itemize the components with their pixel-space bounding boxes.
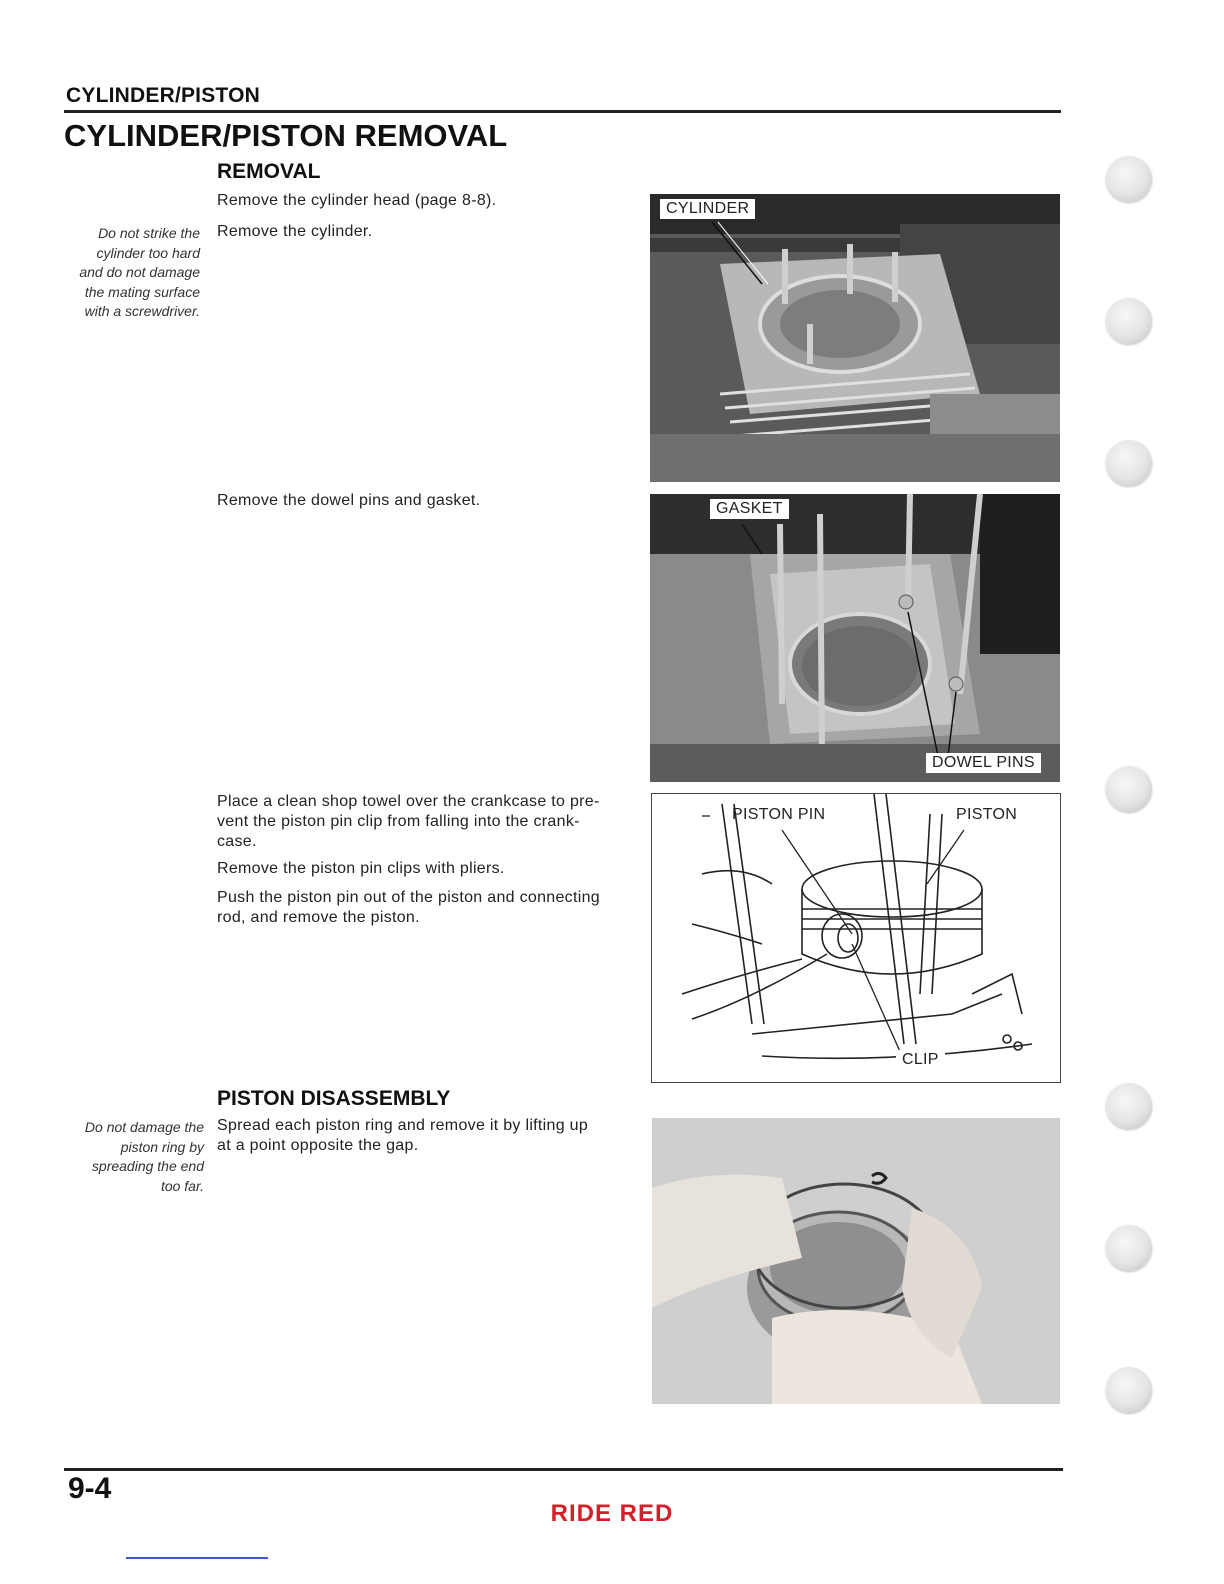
cylinder-photo-illustration [650, 194, 1060, 482]
binder-hole [1106, 298, 1152, 344]
step-remove-clips: Remove the piston pin clips with pliers. [217, 860, 505, 877]
figure-piston-pin-drawing [651, 793, 1061, 1083]
piston-ring-photo-illustration [652, 1118, 1060, 1404]
note-cylinder-line: the mating surface [84, 283, 200, 300]
label-clip: CLIP [896, 1050, 945, 1070]
removal-heading: REMOVAL [217, 160, 321, 183]
binder-hole [1106, 156, 1152, 202]
note-piston-ring-line: Do not damage the [84, 1119, 204, 1135]
note-cylinder-line: Do not strike the [98, 225, 200, 241]
binder-hole [1106, 1225, 1152, 1271]
disassembly-heading: PISTON DISASSEMBLY [217, 1087, 451, 1110]
step-spread-ring-line: at a point opposite the gap. [217, 1137, 419, 1154]
note-cylinder-line: with a screwdriver. [84, 303, 200, 319]
step-push-pin-line: rod, and remove the piston. [217, 909, 420, 926]
step-shop-towel-line: Place a clean shop towel over the crankcase to pre- [217, 793, 600, 810]
binder-hole [1106, 440, 1152, 486]
page-number: 9-4 [68, 1472, 112, 1505]
step-remove-cylinder: Remove the cylinder. [217, 223, 373, 240]
note-piston-ring-line: too far. [160, 1177, 204, 1194]
note-piston-ring [44, 1118, 204, 1196]
binder-hole [1106, 766, 1152, 812]
gasket-photo-illustration [650, 494, 1060, 782]
note-cylinder-line: cylinder too hard [96, 244, 200, 261]
step-push-pin [217, 888, 647, 928]
note-cylinder [40, 224, 200, 322]
section-label: CYLINDER/PISTON [66, 84, 260, 107]
page-title: CYLINDER/PISTON REMOVAL [64, 118, 508, 153]
step-remove-dowel: Remove the dowel pins and gasket. [217, 492, 481, 509]
label-dowel-pins: DOWEL PINS [926, 753, 1041, 773]
header-rule [64, 110, 1061, 113]
step-shop-towel-line: vent the piston pin clip from falling into the crank- [217, 813, 580, 830]
label-piston-pin: PISTON PIN [732, 806, 826, 823]
label-piston: PISTON [956, 806, 1018, 823]
figure-cylinder-photo [650, 194, 1060, 482]
step-push-pin-line: Push the piston pin out of the piston and connecting [217, 889, 600, 906]
figure-piston-ring-photo [652, 1118, 1060, 1404]
footer-rule [64, 1468, 1063, 1471]
figure-gasket-photo [650, 494, 1060, 782]
binder-hole [1106, 1083, 1152, 1129]
footer-link-underline [126, 1557, 268, 1559]
footer-brand-logo: RIDE RED [550, 1500, 674, 1527]
note-piston-ring-line: piston ring by [120, 1138, 204, 1155]
step-spread-ring-line: Spread each piston ring and remove it by lifting up [217, 1117, 589, 1134]
step-spread-ring [217, 1116, 647, 1156]
piston-pin-line-drawing [652, 794, 1060, 1082]
label-cylinder: CYLINDER [660, 199, 755, 219]
step-shop-towel-line: case. [217, 833, 257, 850]
label-gasket: GASKET [710, 499, 789, 519]
step-remove-head: Remove the cylinder head (page 8-8). [217, 192, 497, 209]
note-cylinder-line: and do not damage [79, 264, 200, 280]
step-shop-towel [217, 792, 647, 852]
binder-hole [1106, 1367, 1152, 1413]
note-piston-ring-line: spreading the end [91, 1158, 204, 1174]
